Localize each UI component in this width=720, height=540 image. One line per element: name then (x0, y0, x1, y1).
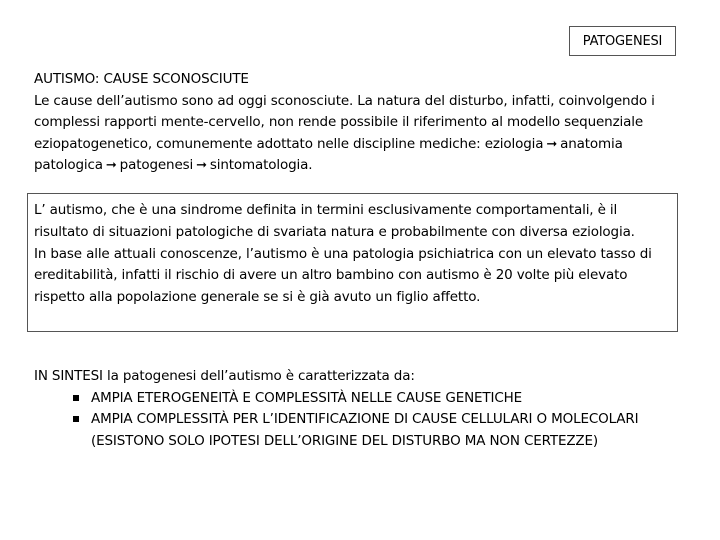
highlight-box (27, 193, 678, 332)
intro-paragraph (34, 69, 694, 177)
chain-step-2: anatomia patologica (34, 135, 623, 173)
arrow-right-icon: ➞ (105, 158, 117, 173)
list-item-text: AMPIA ETEROGENEITÀ E COMPLESSITÀ NELLE CAUSE GENETICHE (91, 389, 523, 406)
summary-lead: IN SINTESI la patogenesi dell’autismo è caratterizzata da: (34, 368, 415, 384)
square-bullet-icon (73, 395, 79, 401)
box-paragraph-1: L’ autismo, che è una sindrome definita in termini esclusivamente comportamentali, è il risultato di situazioni patologiche di svariata natura e probabilmente con diversa eziologia. (34, 202, 635, 240)
section-tag-label: PATOGENESI (582, 33, 663, 49)
square-bullet-icon (73, 416, 79, 422)
list-item (34, 409, 694, 452)
summary-section (34, 366, 694, 452)
intro-title: AUTISMO: CAUSE SCONOSCIUTE (34, 71, 249, 87)
arrow-right-icon: ➞ (546, 136, 558, 152)
list-item (34, 388, 694, 410)
summary-list (34, 388, 694, 453)
section-tag (569, 26, 676, 56)
intro-text: Le cause dell’autismo sono ad oggi sconosciute. La natura del disturbo, infatti, coinvolgendo i complessi rapporti mente-cervello, non rende possibile il riferimento al modello sequenziale eziopatogenetico, comunemente adottato nelle discipline mediche: (34, 92, 655, 152)
arrow-right-icon: ➞ (196, 158, 207, 173)
chain-step-1: eziologia (484, 135, 544, 152)
chain-step-3: patogenesi (119, 157, 194, 173)
list-item-text: AMPIA COMPLESSITÀ PER L’IDENTIFICAZIONE DI CAUSE CELLULARI O MOLECOLARI (ESISTONO SOLO IPOTESI DELL’ORIGINE DEL DISTURBO MA NON CERTEZZE) (91, 411, 639, 449)
chain-step-4: sintomatologia. (209, 157, 313, 173)
box-paragraph-2: In base alle attuali conoscenze, l’autismo è una patologia psichiatrica con un elevato tasso di ereditabilità, infatti il rischio di avere un altro bambino con autismo è 20 volte più elevato rispetto alla popolazione generale se si è già avuto un figlio affetto. (34, 245, 652, 306)
